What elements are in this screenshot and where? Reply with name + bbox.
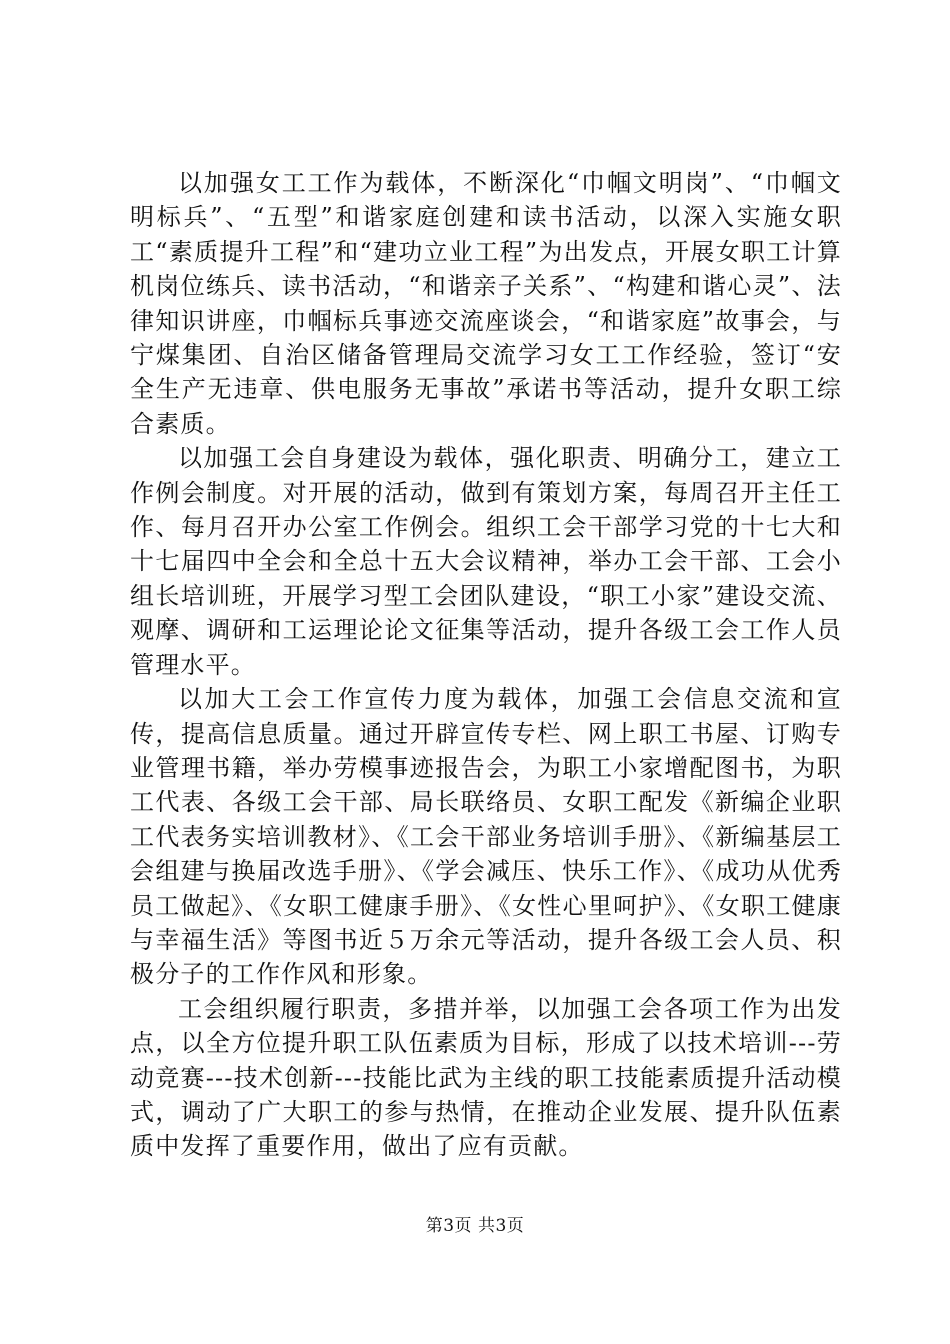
body-text: [130, 166, 842, 1164]
paragraph-union-building: 以加强工会自身建设为载体，强化职责、明确分工，建立工作例会制度。对开展的活动，做到有策划方案，每周召开主任工作、每月召开办公室工作例会。组织工会干部学习党的十七大和十七届四中全会和全总十五大会议精神，举办工会干部、工会小组长培训班，开展学习型工会团队建设，“职工小家”建设交流、观摩、调研和工运理论论文征集等活动，提升各级工会工作人员管理水平。: [130, 444, 842, 679]
paragraph-summary: 工会组织履行职责，多措并举，以加强工会各项工作为出发点，以全方位提升职工队伍素质为目标，形成了以技术培训---劳动竞赛---技术创新---技能比武为主线的职工技能素质提升活动模式，调动了广大职工的参与热情，在推动企业发展、提升队伍素质中发挥了重要作用，做出了应有贡献。: [130, 994, 842, 1161]
page-number-footer: 第3页 共3页: [425, 1216, 525, 1236]
paragraph-publicity: 以加大工会工作宣传力度为载体，加强工会信息交流和宣传，提高信息质量。通过开辟宣传专栏、网上职工书屋、订购专业管理书籍，举办劳模事迹报告会，为职工小家增配图书，为职工代表、各级工会干部、局长联络员、女职工配发《新编企业职工代表务实培训教材》、《工会干部业务培训手册》、《新编基层工会组建与换届改选手册》、《学会减压、快乐工作》、《成功从优秀员工做起》、《女职工健康手册》、《女性心里呵护》、《女职工健康与幸福生活》等图书近５万余元等活动，提升各级工会人员、积极分子的工作作风和形象。: [130, 685, 842, 989]
paragraph-womens-work: 以加强女工工作为载体，不断深化“巾帼文明岗”、“巾帼文明标兵”、“五型”和谐家庭创建和读书活动，以深入实施女职工“素质提升工程”和“建功立业工程”为出发点，开展女职工计算机岗位练兵、读书活动，“和谐亲子关系”、“构建和谐心灵”、法律知识讲座，巾帼标兵事迹交流座谈会，“和谐家庭”故事会，与宁煤集团、自治区储备管理局交流学习女工工作经验，签订“安全生产无违章、供电服务无事故”承诺书等活动，提升女职工综合素质。: [130, 169, 842, 438]
